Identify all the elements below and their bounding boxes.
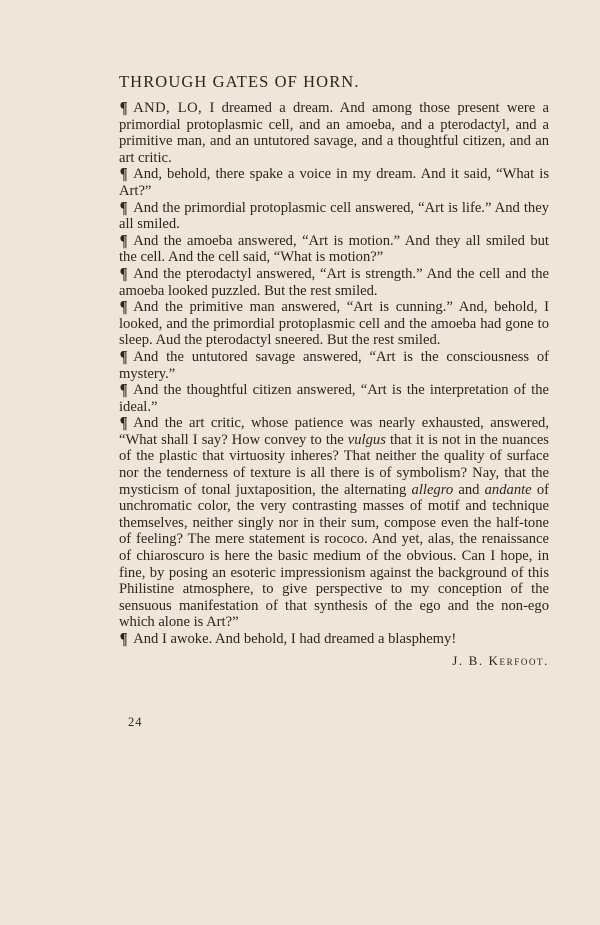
paragraph-9-text-b: that it is not in the nuances of the plastic that virtuosity inheres? That neither the quality of surface nor the tenderness of texture is all there is of symbolism? Nay, that the mysticism of tonal juxtaposition, the alternating <box>119 431 549 498</box>
paragraph-mark-icon: ¶ <box>119 297 128 317</box>
paragraph-6-text: And the primitive man answered, “Art is cunning.” And, behold, I looked, and the primordial protoplasmic cell and the amoeba had gone to sleep. Aud the pterodactyl sneered. But the rest smiled. <box>119 299 549 349</box>
paragraph-5 <box>119 263 549 299</box>
paragraph-10-text: And I awoke. And behold, I had dreamed a blasphemy! <box>133 631 457 647</box>
paragraph-mark-icon: ¶ <box>119 197 128 217</box>
paragraph-9-text-a: And the art critic, whose patience was nearly exhausted, answered, “What shall I say? How convey to the <box>119 415 549 448</box>
page-body <box>119 72 549 670</box>
paragraph-7-text: And the untutored savage answered, “Art is the consciousness of mystery.” <box>119 348 549 382</box>
opening-words: AND, LO, <box>133 100 203 116</box>
paragraph-3 <box>119 197 549 233</box>
paragraph-4 <box>119 230 549 266</box>
italic-word-andante: andante <box>484 481 532 498</box>
paragraph-6 <box>119 299 549 349</box>
paragraph-10 <box>119 631 549 648</box>
page-number: 24 <box>128 715 143 729</box>
paragraph-9 <box>119 415 549 631</box>
paragraph-1 <box>119 100 549 166</box>
paragraph-1-text: I dreamed a dream. And among those present were a primordial protoplasmic cell, and an amoeba, and a pterodactyl, and a primitive man, and an untutored savage, and a thoughtful citizen, and an art critic. <box>119 100 550 166</box>
paragraph-2 <box>119 166 549 199</box>
paragraph-mark-icon: ¶ <box>119 346 128 366</box>
paragraph-mark-icon: ¶ <box>119 263 128 283</box>
page-title: THROUGH GATES OF HORN. <box>119 72 360 91</box>
author-signature: J. B. Kerfoot. <box>452 652 549 668</box>
paragraph-mark-icon: ¶ <box>119 380 128 400</box>
paragraph-mark-icon: ¶ <box>119 164 128 184</box>
italic-word-vulgus: vulgus <box>347 431 386 448</box>
italic-word-allegro: allegro <box>411 481 454 498</box>
paragraph-8 <box>119 382 549 415</box>
paragraph-mark-icon: ¶ <box>119 629 128 648</box>
paragraph-mark-icon: ¶ <box>119 413 128 433</box>
paragraph-7 <box>119 346 549 382</box>
paragraph-4-text: And the amoeba answered, “Art is motion.” And they all smiled but the cell. And the cell said, “What is motion?” <box>119 232 549 266</box>
paragraph-3-text: And the primordial protoplasmic cell answered, “Art is life.” And they all smiled. <box>119 199 549 233</box>
paragraph-2-text: And, behold, there spake a voice in my dream. And it said, “What is Art?” <box>119 166 549 199</box>
paragraph-mark-icon: ¶ <box>119 230 128 250</box>
paragraph-9-text-d: of unchromatic color, the very contrasting masses of motif and technique themselves, neither singly nor in their sum, compose even the half-tone of feeling? The mere statement is rococo. And yet, alas, the renaissance of chiaroscuro is here the basic medium of the obvious. Can I hope, in fine, by posing an esoteric impressionism against the background of this Philistine atmosphere, to give perspective to my conception of the sensuous manifestation of that synthesis of the ego and the non-ego which alone is Art?” <box>119 481 549 631</box>
paragraph-9-text-c: and <box>453 481 485 498</box>
paragraph-mark-icon: ¶ <box>119 98 128 117</box>
paragraph-8-text: And the thoughtful citizen answered, “Art is the interpretation of the ideal.” <box>119 382 549 415</box>
paragraph-5-text: And the pterodactyl answered, “Art is strength.” And the cell and the amoeba looked puzzled. But the rest smiled. <box>119 265 549 299</box>
